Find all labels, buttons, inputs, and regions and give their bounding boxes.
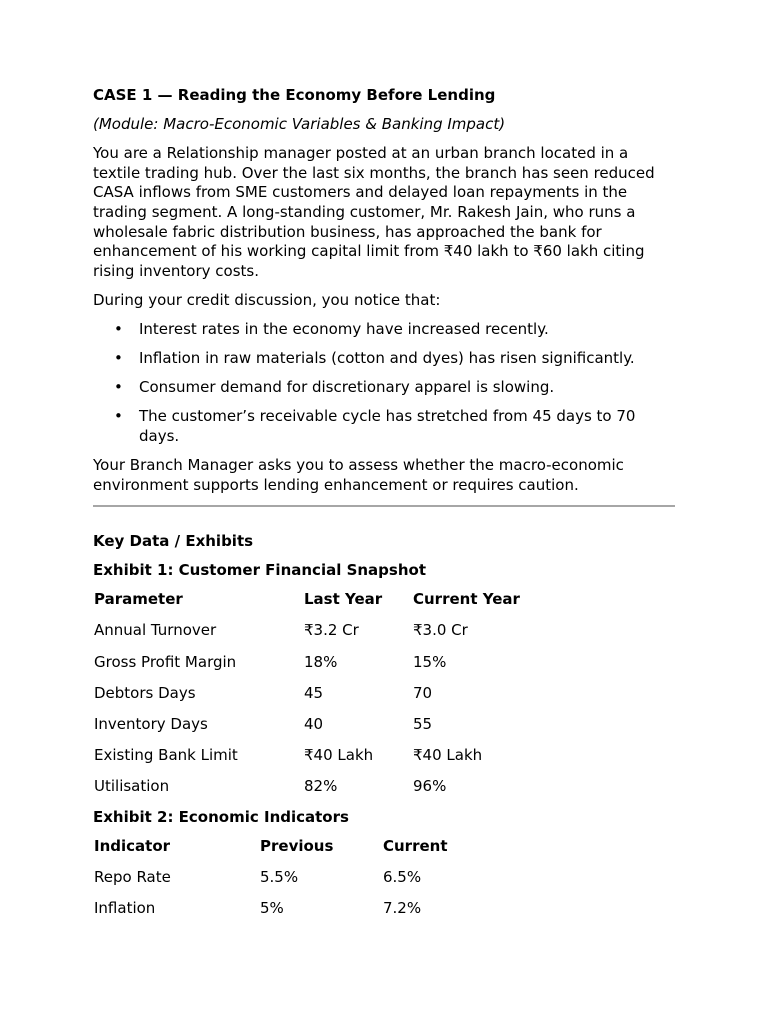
table-row: [94, 621, 573, 652]
table-header-row: [94, 837, 503, 868]
list-item: [93, 407, 675, 446]
exhibit2-table: [94, 837, 503, 931]
list-item-text: The customer’s receivable cycle has stretched from 45 days to 70 days.: [139, 407, 636, 445]
column-header: Previous: [260, 836, 334, 855]
exhibits-heading: Key Data / Exhibits: [93, 532, 254, 551]
closing-paragraph: Your Branch Manager asks you to assess whether the macro-economic environment supports lending enhancement or requires caution.: [93, 455, 624, 494]
table-row: [94, 653, 573, 684]
list-item: [93, 320, 675, 340]
table-cell: 82%: [304, 777, 338, 796]
list-item: [93, 349, 675, 369]
list-item-text: Interest rates in the economy have increased recently.: [139, 319, 549, 338]
table-cell: ₹3.0 Cr: [413, 621, 468, 640]
exhibit2-title: Exhibit 2: Economic Indicators: [93, 807, 349, 826]
table-cell: 18%: [304, 652, 338, 671]
table-cell: 96%: [413, 777, 447, 796]
table-row: [94, 899, 503, 930]
exhibit1-title: Exhibit 1: Customer Financial Snapshot: [93, 561, 426, 580]
table-cell: 7.2%: [383, 899, 422, 918]
bullet-icon: •: [114, 378, 123, 397]
observations-list: [93, 320, 675, 446]
table-cell: Debtors Days: [94, 683, 196, 702]
list-item-text: Consumer demand for discretionary apparel is slowing.: [139, 378, 555, 397]
table-row: [94, 684, 573, 715]
table-cell: Annual Turnover: [94, 621, 217, 640]
bullet-icon: •: [114, 407, 123, 426]
list-item-text: Inflation in raw materials (cotton and dyes) has risen significantly.: [139, 349, 635, 368]
section-divider: [93, 505, 675, 507]
table-cell: Repo Rate: [94, 867, 171, 886]
module-subtitle: (Module: Macro-Economic Variables & Banking Impact): [93, 115, 506, 134]
table-row: [94, 868, 503, 899]
column-header: Current: [383, 836, 448, 855]
table-cell: 40: [304, 715, 324, 734]
table-cell: 70: [413, 683, 433, 702]
column-header: Current Year: [413, 590, 520, 609]
table-cell: 5%: [260, 899, 284, 918]
table-cell: Existing Bank Limit: [94, 746, 238, 765]
table-cell: Inflation: [94, 899, 156, 918]
table-header-row: [94, 590, 573, 621]
table-row: [94, 746, 573, 777]
table-row: [94, 777, 573, 808]
table-cell: Gross Profit Margin: [94, 652, 237, 671]
table-row: [94, 715, 573, 746]
exhibit1-table: [94, 590, 573, 808]
bullet-icon: •: [114, 319, 123, 338]
table-cell: 15%: [413, 652, 447, 671]
table-cell: Utilisation: [94, 777, 170, 796]
table-cell: 55: [413, 715, 433, 734]
column-header: Parameter: [94, 590, 183, 609]
observations-lead: During your credit discussion, you notice that:: [93, 290, 441, 309]
table-cell: ₹40 Lakh: [304, 746, 374, 765]
table-cell: 45: [304, 683, 324, 702]
table-cell: ₹40 Lakh: [413, 746, 483, 765]
case-intro-paragraph: You are a Relationship manager posted at an urban branch located in a textile trading hub. Over the last six months, the branch has seen reduced CASA inflows from SME customers and delayed loan repayments in the trading segment. A long-standing customer, Mr. Rakesh Jain, who runs a wholesale fabric distribution business, has approached the bank for enhancement of his working capital limit from ₹40 lakh to ₹60 lakh citing rising inventory costs.: [93, 144, 655, 280]
table-cell: 5.5%: [260, 867, 299, 886]
table-cell: 6.5%: [383, 867, 422, 886]
table-cell: Inventory Days: [94, 715, 208, 734]
bullet-icon: •: [114, 349, 123, 368]
list-item: [93, 378, 675, 398]
column-header: Last Year: [304, 590, 383, 609]
document-content: [93, 86, 675, 930]
case-title: CASE 1 — Reading the Economy Before Lending: [93, 86, 496, 104]
column-header: Indicator: [94, 836, 171, 855]
table-cell: ₹3.2 Cr: [304, 621, 359, 640]
